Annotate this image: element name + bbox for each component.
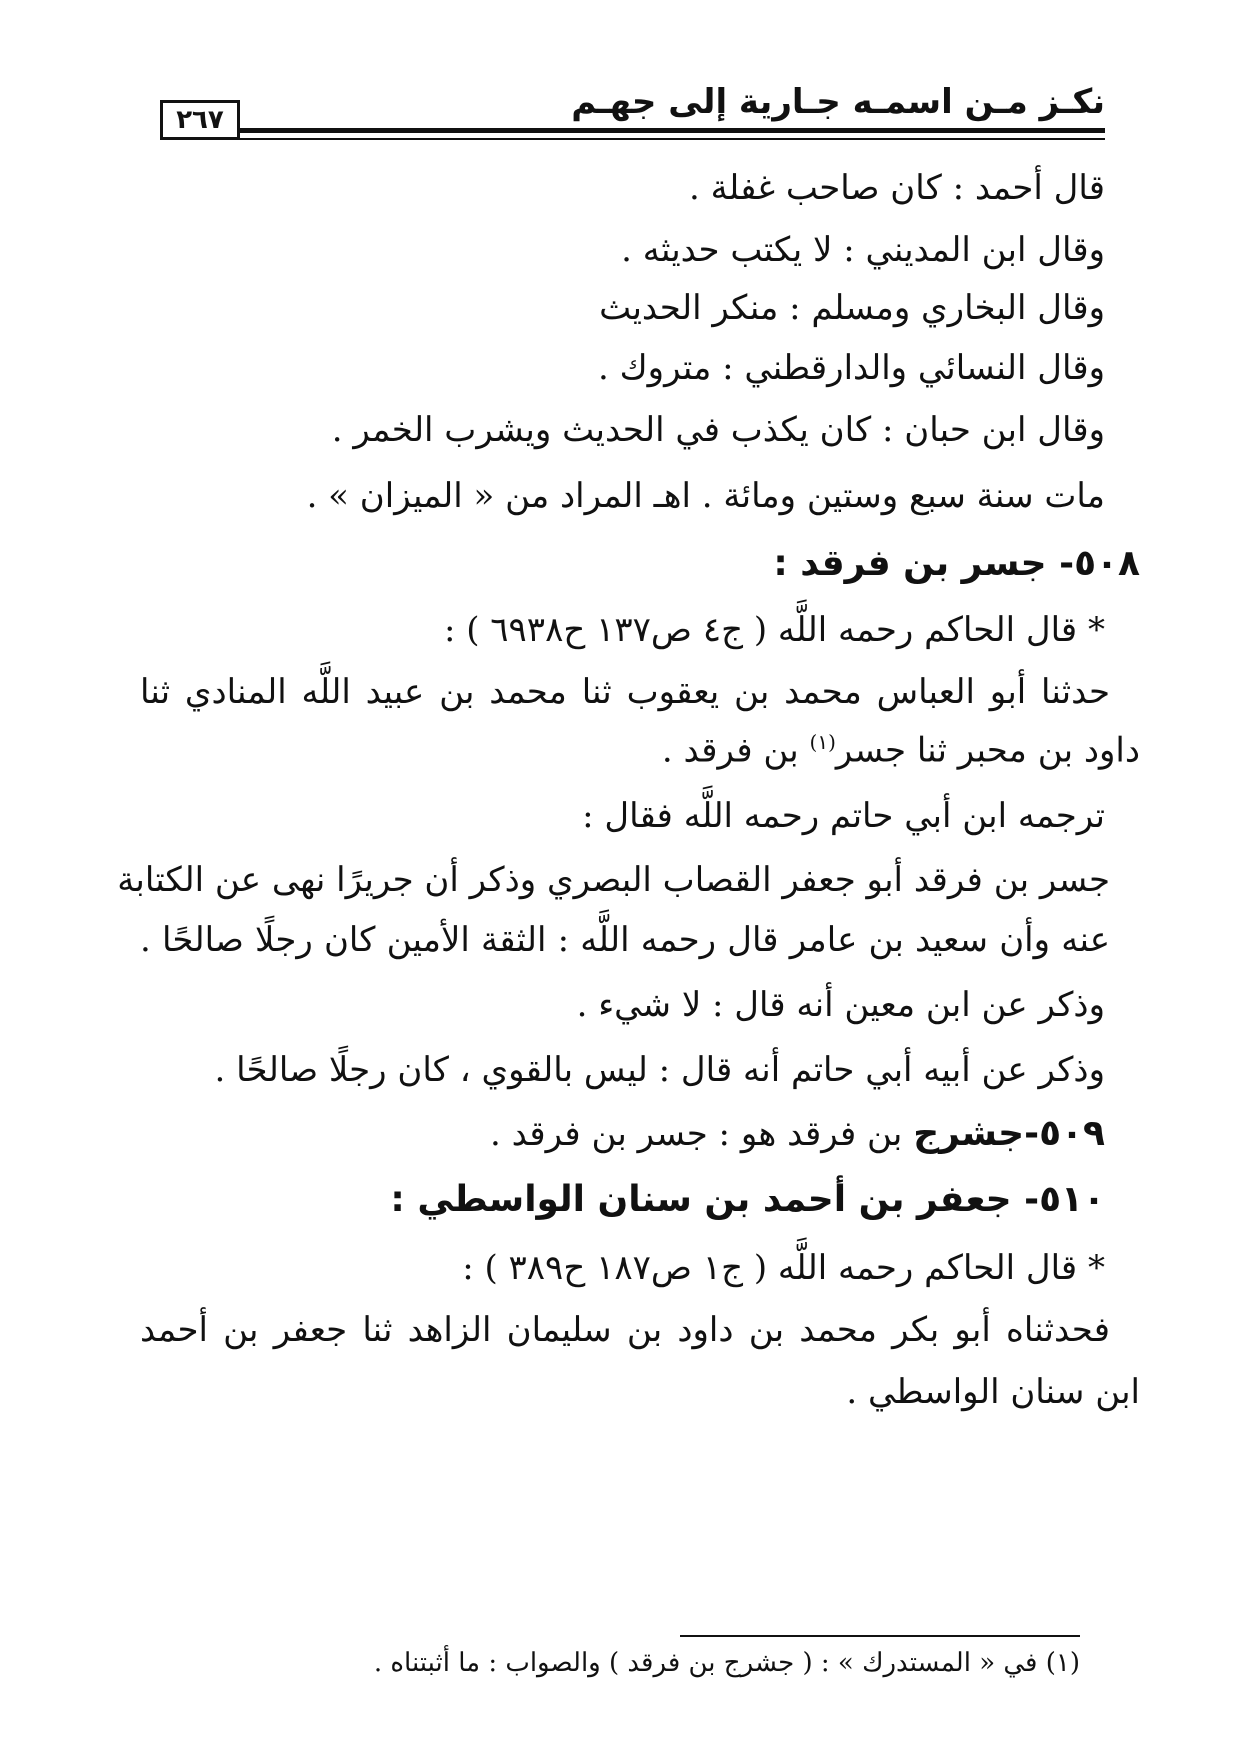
footnote-rule xyxy=(680,1635,1080,1637)
text-line: ترجمه ابن أبي حاتم رحمه اللَّه فقال : xyxy=(582,796,1105,836)
text-line: مات سنة سبع وستين ومائة . اهـ المراد من « الميزان » . xyxy=(306,476,1105,516)
running-header-title: نكـز مـن اسمـه جـارية إلى جهـم xyxy=(571,82,1105,122)
source-citation: * قال الحاكم رحمه اللَّه ( ج١ ص١٨٧ ح٣٨٩ ) : xyxy=(462,1248,1105,1288)
text-line: ابن سنان الواسطي . xyxy=(846,1372,1140,1412)
entry-heading-510: ٥١٠- جعفر بن أحمد بن سنان الواسطي : xyxy=(390,1179,1105,1220)
text-line: وقال النسائي والدارقطني : متروك . xyxy=(598,348,1105,388)
text-span: بن فرقد هو : جسر بن فرقد . xyxy=(489,1114,914,1154)
text-line: وقال ابن المديني : لا يكتب حديثه . xyxy=(621,230,1105,270)
entry-number: ٥٠٩- xyxy=(1024,1113,1105,1154)
entry-name: جشرج xyxy=(913,1113,1025,1154)
text-line: وذكر عن ابن معين أنه قال : لا شيء . xyxy=(576,985,1105,1025)
text-line: قال أحمد : كان صاحب غفلة . xyxy=(688,168,1105,208)
source-citation: * قال الحاكم رحمه اللَّه ( ج٤ ص١٣٧ ح٦٩٣٨ ) : xyxy=(443,610,1105,650)
text-span: داود بن محبر ثنا جسر xyxy=(835,730,1140,771)
text-line: فحدثناه أبو بكر محمد بن داود بن سليمان الزاهد ثنا جعفر بن أحمد xyxy=(140,1310,1110,1350)
entry-heading-509 xyxy=(490,1112,1105,1155)
text-line: عنه وأن سعيد بن عامر قال رحمه اللَّه : الثقة الأمين كان رجلًا صالحًا . xyxy=(140,920,1110,960)
header-rule-thin xyxy=(240,138,1105,140)
footnote-text: (١) في « المستدرك » : ( جشرج بن فرقد ) والصواب : ما أثبتناه . xyxy=(373,1648,1080,1678)
text-span: بن فرقد . xyxy=(661,730,810,771)
page-number-box: ٢٦٧ xyxy=(160,100,240,140)
text-line: وقال ابن حبان : كان يكذب في الحديث ويشرب الخمر . xyxy=(331,410,1105,450)
entry-heading-508: ٥٠٨- جسر بن فرقد : xyxy=(773,543,1140,584)
text-line: وقال البخاري ومسلم : منكر الحديث xyxy=(599,288,1105,328)
text-line: حدثنا أبو العباس محمد بن يعقوب ثنا محمد بن عبيد اللَّه المنادي ثنا xyxy=(140,672,1110,712)
text-line: وذكر عن أبيه أبي حاتم أنه قال : ليس بالقوي ، كان رجلًا صالحًا . xyxy=(214,1050,1105,1090)
footnote-marker: (١) xyxy=(809,730,836,754)
text-line: جسر بن فرقد أبو جعفر القصاب البصري وذكر أن جريرًا نهى عن الكتابة xyxy=(117,860,1110,900)
header-rule-thick xyxy=(240,128,1105,133)
text-line xyxy=(662,730,1140,771)
